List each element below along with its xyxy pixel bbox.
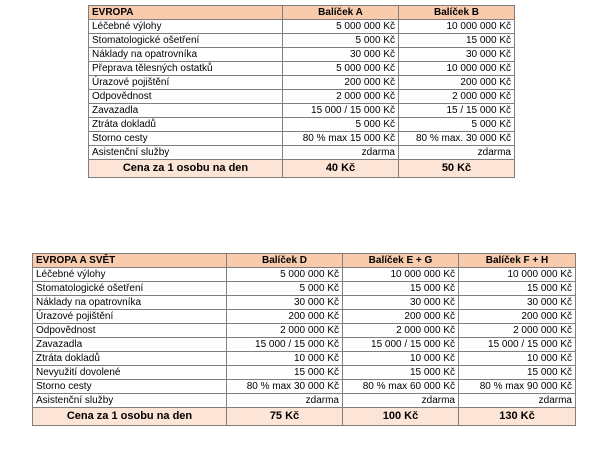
coverage-label: Storno cesty <box>89 132 283 146</box>
coverage-label: Stomatologické ošetření <box>33 282 227 296</box>
coverage-label: Ztráta dokladů <box>33 352 227 366</box>
price-value: 40 Kč <box>283 160 399 178</box>
coverage-value: 80 % max 15 000 Kč <box>283 132 399 146</box>
table-row <box>33 310 576 324</box>
table-row <box>33 324 576 338</box>
coverage-label: Zavazadla <box>33 338 227 352</box>
coverage-value: 80 % max 30 000 Kč <box>227 380 343 394</box>
table-row <box>89 48 515 62</box>
table-row <box>89 118 515 132</box>
coverage-value: 15 000 Kč <box>343 366 459 380</box>
table-row <box>33 268 576 282</box>
coverage-value: zdarma <box>399 146 515 160</box>
coverage-label: Odpovědnost <box>33 324 227 338</box>
coverage-value: 15 000 / 15 000 Kč <box>459 338 576 352</box>
coverage-value: 5 000 000 Kč <box>283 62 399 76</box>
coverage-value: 5 000 Kč <box>227 282 343 296</box>
coverage-value: 10 000 000 Kč <box>399 20 515 34</box>
package-header: Balíček F + H <box>459 254 576 268</box>
coverage-label: Úrazové pojištění <box>33 310 227 324</box>
coverage-label: Nevyužití dovolené <box>33 366 227 380</box>
region-header: EVROPA <box>89 6 283 20</box>
coverage-value: 5 000 000 Kč <box>283 20 399 34</box>
coverage-value: 2 000 000 Kč <box>459 324 576 338</box>
coverage-label: Přeprava tělesných ostatků <box>89 62 283 76</box>
table-row <box>33 394 576 408</box>
coverage-value: 10 000 Kč <box>459 352 576 366</box>
package-header: Balíček A <box>283 6 399 20</box>
coverage-value: 30 000 Kč <box>459 296 576 310</box>
table-row <box>33 366 576 380</box>
table-row <box>89 62 515 76</box>
coverage-value: 80 % max 90 000 Kč <box>459 380 576 394</box>
coverage-value: 15 000 Kč <box>399 34 515 48</box>
coverage-value: 5 000 Kč <box>283 118 399 132</box>
coverage-value: 15 000 Kč <box>459 282 576 296</box>
coverage-value: 10 000 000 Kč <box>399 62 515 76</box>
coverage-value: 15 000 / 15 000 Kč <box>343 338 459 352</box>
coverage-value: 5 000 000 Kč <box>227 268 343 282</box>
table-row <box>33 282 576 296</box>
table-row <box>33 296 576 310</box>
coverage-label: Úrazové pojištění <box>89 76 283 90</box>
coverage-value: 30 000 Kč <box>343 296 459 310</box>
coverage-label: Ztráta dokladů <box>89 118 283 132</box>
coverage-value: 2 000 000 Kč <box>283 90 399 104</box>
table-row <box>89 34 515 48</box>
price-label: Cena za 1 osobu na den <box>33 408 227 426</box>
price-label: Cena za 1 osobu na den <box>89 160 283 178</box>
coverage-value: 2 000 000 Kč <box>227 324 343 338</box>
coverage-value: 15 000 / 15 000 Kč <box>227 338 343 352</box>
coverage-value: 15 000 Kč <box>343 282 459 296</box>
coverage-value: 200 000 Kč <box>343 310 459 324</box>
price-value: 100 Kč <box>343 408 459 426</box>
coverage-label: Náklady na opatrovníka <box>33 296 227 310</box>
coverage-value: 30 000 Kč <box>227 296 343 310</box>
coverage-value: 80 % max. 30 000 Kč <box>399 132 515 146</box>
coverage-value: 200 000 Kč <box>459 310 576 324</box>
europe-and-world-insurance-table <box>32 253 576 426</box>
price-row <box>33 408 576 426</box>
coverage-value: zdarma <box>459 394 576 408</box>
package-header: Balíček E + G <box>343 254 459 268</box>
price-value: 50 Kč <box>399 160 515 178</box>
table-header-row <box>33 254 576 268</box>
table-header-row <box>89 6 515 20</box>
coverage-label: Zavazadla <box>89 104 283 118</box>
table-row <box>89 76 515 90</box>
europe-insurance-table <box>88 5 515 178</box>
table-row <box>89 104 515 118</box>
coverage-value: 15 000 Kč <box>459 366 576 380</box>
coverage-label: Stomatologické ošetření <box>89 34 283 48</box>
region-header: EVROPA A SVĚT <box>33 254 227 268</box>
table-row <box>33 380 576 394</box>
coverage-label: Odpovědnost <box>89 90 283 104</box>
coverage-value: 200 000 Kč <box>399 76 515 90</box>
coverage-label: Léčebné výlohy <box>89 20 283 34</box>
coverage-value: 15 000 Kč <box>227 366 343 380</box>
coverage-value: 5 000 Kč <box>399 118 515 132</box>
table-row <box>89 132 515 146</box>
coverage-value: 15 / 15 000 Kč <box>399 104 515 118</box>
price-value: 130 Kč <box>459 408 576 426</box>
coverage-value: zdarma <box>227 394 343 408</box>
coverage-value: 10 000 Kč <box>343 352 459 366</box>
coverage-label: Asistenční služby <box>89 146 283 160</box>
coverage-value: 5 000 Kč <box>283 34 399 48</box>
coverage-value: 15 000 / 15 000 Kč <box>283 104 399 118</box>
package-header: Balíček D <box>227 254 343 268</box>
coverage-value: 200 000 Kč <box>227 310 343 324</box>
coverage-value: 2 000 000 Kč <box>399 90 515 104</box>
coverage-value: 10 000 Kč <box>227 352 343 366</box>
coverage-label: Storno cesty <box>33 380 227 394</box>
table-row <box>33 352 576 366</box>
coverage-label: Asistenční služby <box>33 394 227 408</box>
coverage-value: 80 % max 60 000 Kč <box>343 380 459 394</box>
coverage-value: zdarma <box>283 146 399 160</box>
price-row <box>89 160 515 178</box>
coverage-value: 30 000 Kč <box>283 48 399 62</box>
coverage-value: 200 000 Kč <box>283 76 399 90</box>
coverage-value: 10 000 000 Kč <box>343 268 459 282</box>
coverage-label: Léčebné výlohy <box>33 268 227 282</box>
coverage-value: zdarma <box>343 394 459 408</box>
coverage-value: 30 000 Kč <box>399 48 515 62</box>
coverage-value: 2 000 000 Kč <box>343 324 459 338</box>
table-row <box>33 338 576 352</box>
coverage-label: Náklady na opatrovníka <box>89 48 283 62</box>
coverage-value: 10 000 000 Kč <box>459 268 576 282</box>
table-row <box>89 90 515 104</box>
table-row <box>89 20 515 34</box>
price-value: 75 Kč <box>227 408 343 426</box>
package-header: Balíček B <box>399 6 515 20</box>
table-row <box>89 146 515 160</box>
